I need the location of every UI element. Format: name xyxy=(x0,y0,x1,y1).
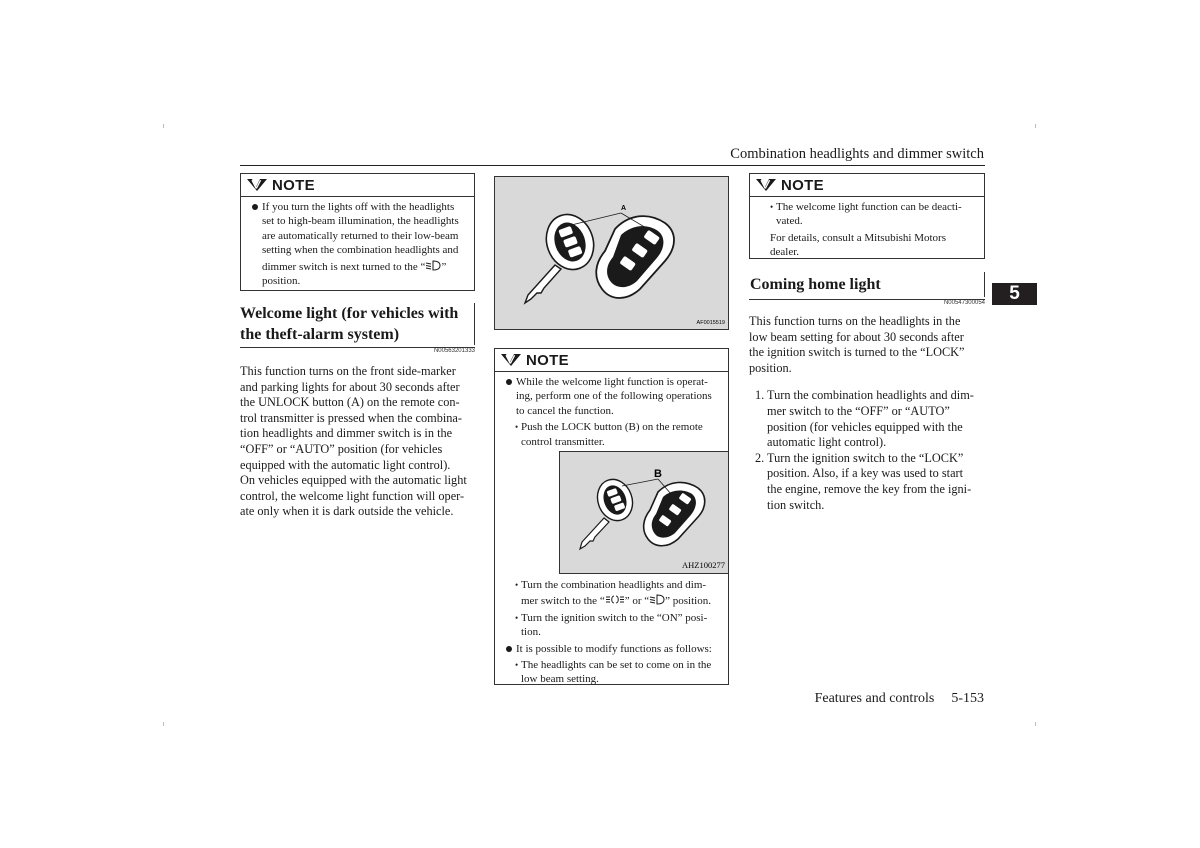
note-line: • Push the LOCK button (B) on the remote xyxy=(521,421,703,434)
procedure-step: 1. Turn the combination headlights and dim- mer switch to the “OFF” or “AUTO” position (for vehicles equipped with the automatic light control). xyxy=(749,388,985,450)
crop-mark xyxy=(1035,722,1036,726)
coming-home-light-section xyxy=(749,272,985,306)
note-line: vated. xyxy=(776,215,803,228)
page-footer xyxy=(700,691,984,707)
chapter-tab: 5 xyxy=(992,283,1037,305)
section-code: N00563201333 xyxy=(433,348,475,354)
coming-home-light-body xyxy=(749,314,985,513)
position-lamp-icon xyxy=(605,594,625,605)
body-line: automatic light control). xyxy=(767,435,887,450)
note-bullet xyxy=(505,375,722,418)
note-label: NOTE xyxy=(526,351,569,369)
body-line: position (for vehicles equipped with the xyxy=(767,419,963,434)
remote-key-lock-illustration xyxy=(560,452,728,573)
note-sub-item xyxy=(515,578,722,609)
note-line: position. xyxy=(262,275,301,288)
body-line: tion switch. xyxy=(767,497,825,512)
note-warning-icon xyxy=(755,178,777,192)
body-line: low beam setting for about 30 seconds after xyxy=(749,329,964,344)
body-line: This function turns on the front side-marker xyxy=(240,364,456,378)
note-sub-item xyxy=(515,658,722,687)
note-line: dealer. xyxy=(770,246,800,259)
note-line: setting when the combination headlights and xyxy=(262,244,459,257)
body-line: equipped with the automatic light control). xyxy=(240,457,451,472)
note-line: • The welcome light function can be deacti- xyxy=(776,201,962,213)
note-line: dimmer switch is next turned to the “ ” xyxy=(262,260,447,273)
note-body xyxy=(241,197,474,292)
note-bullet xyxy=(505,642,722,656)
crop-mark xyxy=(1035,124,1036,128)
crop-mark xyxy=(163,124,164,128)
figure-label-a: A xyxy=(621,205,627,212)
body-line: trol transmitter is pressed when the combina- xyxy=(240,410,462,425)
body-line: Turn the combination headlights and dim- xyxy=(767,388,974,403)
body-line: position. xyxy=(749,360,792,375)
note-bullet xyxy=(251,200,468,288)
section-title-line: the theft-alarm system) xyxy=(240,326,400,343)
note-line: • Turn the ignition switch to the “ON” posi- xyxy=(521,611,708,624)
note-header xyxy=(750,174,984,197)
note-label: NOTE xyxy=(272,176,315,194)
note-line: If you turn the lights off with the headlights xyxy=(262,201,455,213)
body-line: ate only when it is dark outside the vehicle. xyxy=(240,504,454,519)
body-line: the UNLOCK button (A) on the remote con- xyxy=(240,395,460,410)
body-line: tion headlights and dimmer switch is in the xyxy=(240,426,453,441)
note-line: It is possible to modify functions as follows: xyxy=(516,642,712,655)
note-box-welcome-cancel xyxy=(494,348,729,685)
note-label: NOTE xyxy=(781,176,824,194)
note-line: low beam setting. xyxy=(521,673,599,686)
note-line: While the welcome light function is operat- xyxy=(516,376,708,388)
body-line: the engine, remove the key from the igni- xyxy=(767,481,972,496)
body-line: position. Also, if a key was used to start xyxy=(767,466,964,481)
note-line: to cancel the function. xyxy=(516,404,614,417)
note-line: tion. xyxy=(521,626,541,639)
section-code: N00547300054 xyxy=(943,300,985,306)
note-warning-icon xyxy=(500,353,522,367)
figure-label-b: B xyxy=(654,468,662,480)
body-line: This function turns on the headlights in the xyxy=(749,314,961,328)
footer-section: Features and controls xyxy=(814,691,935,706)
note-body xyxy=(495,372,728,453)
welcome-light-section xyxy=(240,303,475,354)
welcome-light-body xyxy=(240,364,475,520)
note-sub-item xyxy=(770,200,980,229)
figure-code: AF0015519 xyxy=(696,320,725,326)
note-line: For details, consult a Mitsubishi Motors xyxy=(770,231,946,244)
body-line: On vehicles equipped with the automatic light xyxy=(240,473,467,488)
crop-mark xyxy=(163,722,164,726)
note-sub-item xyxy=(515,611,722,640)
section-title: Coming home light xyxy=(750,276,881,293)
body-line: control, the welcome light function will oper- xyxy=(240,488,465,503)
body-line: and parking lights for about 30 seconds after xyxy=(240,379,460,394)
note-sub-item xyxy=(515,420,722,449)
note-warning-icon xyxy=(246,178,268,192)
note-line: • The headlights can be set to come on in the xyxy=(521,659,712,672)
figure-code: AHZ100277 xyxy=(682,560,725,570)
note-line: control transmitter. xyxy=(521,435,605,448)
procedure-step: 2. Turn the ignition switch to the “LOCK” position. Also, if a key was used to start the engine, remove the key from the igni- tion switch. xyxy=(749,451,985,513)
note-body-continued xyxy=(495,575,728,691)
note-line: set to high-beam illumination, the headlights xyxy=(262,215,459,228)
section-title-line: Welcome light (for vehicles with xyxy=(240,305,459,322)
note-header xyxy=(241,174,474,197)
page-number: 5-153 xyxy=(951,691,984,706)
figure-remote-transmitter-b xyxy=(559,451,729,574)
low-beam-headlight-icon xyxy=(425,260,441,271)
figure-remote-transmitter-a xyxy=(494,176,729,330)
note-box-deactivate xyxy=(749,173,985,259)
note-header xyxy=(495,349,728,372)
remote-key-illustration xyxy=(495,177,728,329)
note-line: mer switch to the “ ” or “ ” position. xyxy=(521,595,711,608)
note-body xyxy=(750,197,984,264)
header-rule xyxy=(240,165,985,166)
low-beam-headlight-icon xyxy=(649,594,665,605)
note-line: are automatically returned to their low-beam xyxy=(262,229,459,242)
note-line: ing, perform one of the following operations xyxy=(516,390,712,403)
body-line: the ignition switch is turned to the “LOCK” xyxy=(749,345,965,360)
note-line: • Turn the combination headlights and dim- xyxy=(521,579,707,591)
page-header-title: Combination headlights and dimmer switch xyxy=(730,146,984,162)
body-line: “OFF” or “AUTO” position (for vehicles xyxy=(240,441,443,456)
body-line: mer switch to the “OFF” or “AUTO” xyxy=(767,403,950,418)
body-line: Turn the ignition switch to the “LOCK” xyxy=(767,450,964,465)
note-box-high-beam xyxy=(240,173,475,291)
